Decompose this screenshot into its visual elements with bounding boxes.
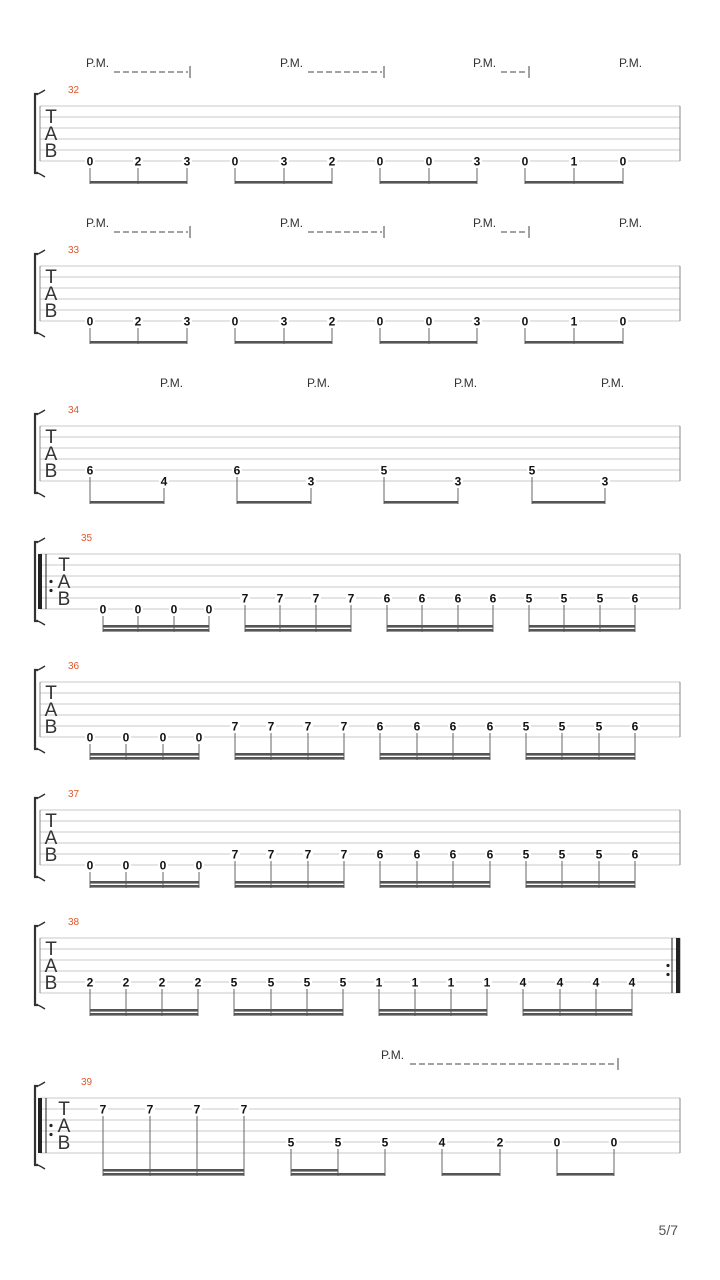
- beam: [103, 1173, 244, 1176]
- repeat-dot: [49, 580, 52, 583]
- beam: [234, 1009, 343, 1012]
- beam: [235, 757, 344, 760]
- palm-mute-label: P.M.: [473, 216, 497, 230]
- beam: [103, 625, 209, 628]
- tab-system-37: [35, 789, 680, 888]
- beam: [103, 629, 209, 632]
- fret-number: 6: [631, 847, 639, 862]
- bracket-top-hook: [38, 1082, 45, 1086]
- fret-number: 7: [304, 719, 312, 734]
- fret-number: 1: [375, 975, 383, 990]
- fret-number: 6: [454, 591, 462, 606]
- fret-number: 6: [486, 847, 494, 862]
- fret-number: 0: [376, 154, 384, 169]
- fret-number: 5: [287, 1135, 295, 1150]
- bracket-top-hook: [38, 666, 45, 670]
- beam: [245, 625, 351, 628]
- measure-number: 32: [68, 85, 80, 96]
- bracket-bottom-hook: [38, 333, 45, 337]
- fret-number: 0: [231, 314, 239, 329]
- fret-number: 0: [99, 602, 107, 617]
- fret-number: 7: [276, 591, 284, 606]
- tab-system-36: [35, 661, 680, 760]
- fret-number: 0: [86, 858, 94, 873]
- fret-number: 1: [570, 154, 578, 169]
- system-bracket: [35, 1086, 38, 1165]
- bracket-bottom-hook: [38, 877, 45, 881]
- fret-number: 5: [334, 1135, 342, 1150]
- beam: [526, 753, 635, 756]
- palm-mute-label: P.M.: [280, 56, 304, 70]
- beam: [245, 629, 351, 632]
- fret-number: 2: [134, 154, 142, 169]
- system-bracket: [35, 798, 38, 877]
- fret-number: 7: [267, 719, 275, 734]
- fret-number: 7: [241, 591, 249, 606]
- repeat-dot: [666, 964, 669, 967]
- fret-number: 0: [122, 730, 130, 745]
- beam: [380, 757, 490, 760]
- beam: [529, 625, 635, 628]
- beam: [442, 1173, 500, 1176]
- bracket-bottom-hook: [38, 621, 45, 625]
- fret-number: 5: [596, 591, 604, 606]
- fret-number: 7: [193, 1102, 201, 1117]
- measure-number: 36: [68, 661, 80, 672]
- fret-number: 0: [86, 314, 94, 329]
- beam: [380, 753, 490, 756]
- fret-number: 1: [447, 975, 455, 990]
- fret-number: 7: [340, 719, 348, 734]
- measure-number: 39: [81, 1077, 93, 1088]
- palm-mute-label: P.M.: [381, 1048, 405, 1062]
- fret-number: 3: [280, 154, 288, 169]
- system-bracket: [35, 94, 38, 173]
- fret-number: 0: [521, 154, 529, 169]
- fret-number: 0: [195, 730, 203, 745]
- repeat-dot: [49, 1124, 52, 1127]
- palm-mute-label: P.M.: [619, 56, 643, 70]
- beam: [525, 181, 623, 184]
- fret-number: 6: [489, 591, 497, 606]
- palm-mute-label: P.M.: [86, 56, 110, 70]
- measure-number: 38: [68, 917, 80, 928]
- fret-number: 4: [160, 474, 168, 489]
- beam: [525, 341, 623, 344]
- beam: [379, 1013, 487, 1016]
- beam: [90, 1013, 198, 1016]
- fret-number: 6: [413, 719, 421, 734]
- fret-number: 6: [631, 591, 639, 606]
- beam: [379, 1009, 487, 1012]
- beam: [90, 757, 199, 760]
- measure-number: 37: [68, 789, 80, 800]
- fret-number: 7: [99, 1102, 107, 1117]
- bracket-top-hook: [38, 410, 45, 414]
- fret-number: 0: [159, 858, 167, 873]
- tab-system-33: [35, 216, 680, 344]
- beam: [235, 181, 332, 184]
- measure-number: 34: [68, 405, 80, 416]
- palm-mute-label: P.M.: [280, 216, 304, 230]
- bracket-top-hook: [38, 538, 45, 542]
- beam: [532, 501, 605, 504]
- fret-number: 0: [134, 602, 142, 617]
- repeat-dot: [49, 589, 52, 592]
- tab-system-34: [35, 376, 680, 504]
- bracket-bottom-hook: [38, 749, 45, 753]
- tab-clef-letter: A: [57, 572, 71, 593]
- tab-clef-letter: B: [44, 973, 58, 994]
- bracket-bottom-hook: [38, 1005, 45, 1009]
- fret-number: 7: [267, 847, 275, 862]
- fret-number: 5: [267, 975, 275, 990]
- palm-mute-label: P.M.: [86, 216, 110, 230]
- fret-number: 5: [230, 975, 238, 990]
- fret-number: 0: [122, 858, 130, 873]
- beam: [90, 753, 199, 756]
- fret-number: 6: [449, 719, 457, 734]
- beam: [235, 341, 332, 344]
- fret-number: 5: [380, 463, 388, 478]
- fret-number: 6: [233, 463, 241, 478]
- beam: [380, 881, 490, 884]
- repeat-end-thick-bar: [676, 938, 680, 993]
- tab-clef-letter: A: [57, 1116, 71, 1137]
- fret-number: 0: [205, 602, 213, 617]
- beam: [557, 1173, 614, 1176]
- system-bracket: [35, 926, 38, 1005]
- fret-number: 4: [519, 975, 527, 990]
- system-bracket: [35, 670, 38, 749]
- tab-clef-letter: T: [45, 811, 57, 832]
- tab-clef-letter: T: [45, 683, 57, 704]
- fret-number: 5: [558, 847, 566, 862]
- beam: [291, 1173, 338, 1176]
- fret-number: 7: [231, 719, 239, 734]
- beam: [387, 625, 493, 628]
- fret-number: 7: [347, 591, 355, 606]
- fret-number: 3: [183, 314, 191, 329]
- palm-mute-label: P.M.: [601, 376, 625, 390]
- fret-number: 6: [376, 847, 384, 862]
- tab-clef-letter: A: [44, 700, 58, 721]
- fret-number: 6: [86, 463, 94, 478]
- tab-clef-letter: B: [44, 717, 58, 738]
- tab-clef-letter: B: [44, 845, 58, 866]
- fret-number: 3: [473, 154, 481, 169]
- fret-number: 0: [159, 730, 167, 745]
- system-bracket: [35, 254, 38, 333]
- tab-clef-letter: B: [44, 301, 58, 322]
- repeat-dot: [49, 1133, 52, 1136]
- fret-number: 6: [383, 591, 391, 606]
- beam: [90, 1009, 198, 1012]
- bracket-top-hook: [38, 90, 45, 94]
- fret-number: 6: [449, 847, 457, 862]
- fret-number: 5: [525, 591, 533, 606]
- beam: [526, 881, 635, 884]
- fret-number: 4: [556, 975, 564, 990]
- fret-number: 2: [328, 154, 336, 169]
- fret-number: 3: [454, 474, 462, 489]
- fret-number: 3: [473, 314, 481, 329]
- repeat-dot: [666, 973, 669, 976]
- fret-number: 4: [592, 975, 600, 990]
- bracket-bottom-hook: [38, 173, 45, 177]
- tab-clef-letter: T: [58, 1099, 70, 1120]
- beam: [90, 885, 199, 888]
- beam: [523, 1009, 632, 1012]
- beam: [529, 629, 635, 632]
- page-number: 5/7: [658, 1222, 678, 1238]
- fret-number: 7: [312, 591, 320, 606]
- tab-system-38: [35, 917, 680, 1016]
- tab-system-32: [35, 56, 680, 184]
- bracket-bottom-hook: [38, 1165, 45, 1169]
- fret-number: 2: [328, 314, 336, 329]
- fret-number: 0: [170, 602, 178, 617]
- beam: [234, 1013, 343, 1016]
- tab-clef-letter: T: [45, 427, 57, 448]
- fret-number: 0: [86, 730, 94, 745]
- fret-number: 3: [280, 314, 288, 329]
- beam: [384, 501, 458, 504]
- fret-number: 5: [522, 847, 530, 862]
- fret-number: 0: [86, 154, 94, 169]
- fret-number: 0: [425, 314, 433, 329]
- bracket-top-hook: [38, 794, 45, 798]
- tab-clef-letter: T: [45, 107, 57, 128]
- beam: [387, 629, 493, 632]
- beam: [235, 881, 344, 884]
- fret-number: 0: [610, 1135, 618, 1150]
- tab-clef-letter: B: [44, 461, 58, 482]
- fret-number: 5: [522, 719, 530, 734]
- palm-mute-label: P.M.: [619, 216, 643, 230]
- beam: [235, 753, 344, 756]
- tab-clef-letter: A: [44, 284, 58, 305]
- fret-number: 4: [438, 1135, 446, 1150]
- beam: [380, 885, 490, 888]
- fret-number: 3: [601, 474, 609, 489]
- fret-number: 6: [631, 719, 639, 734]
- fret-number: 6: [413, 847, 421, 862]
- fret-number: 0: [195, 858, 203, 873]
- tab-clef-letter: A: [44, 956, 58, 977]
- beam: [90, 501, 164, 504]
- fret-number: 7: [304, 847, 312, 862]
- tab-clef-letter: B: [44, 141, 58, 162]
- tab-clef-letter: T: [58, 555, 70, 576]
- fret-number: 0: [376, 314, 384, 329]
- tab-clef-letter: B: [57, 589, 71, 610]
- fret-number: 6: [418, 591, 426, 606]
- palm-mute-label: P.M.: [160, 376, 184, 390]
- bracket-top-hook: [38, 922, 45, 926]
- beam: [523, 1013, 632, 1016]
- fret-number: 1: [570, 314, 578, 329]
- bracket-top-hook: [38, 250, 45, 254]
- beam: [526, 885, 635, 888]
- system-bracket: [35, 414, 38, 493]
- measure-number: 33: [68, 245, 80, 256]
- beam: [235, 885, 344, 888]
- beam: [90, 881, 199, 884]
- fret-number: 1: [411, 975, 419, 990]
- beam: [90, 341, 187, 344]
- beam: [338, 1173, 385, 1176]
- repeat-start-thick-bar: [38, 554, 42, 609]
- fret-number: 5: [595, 847, 603, 862]
- fret-number: 5: [558, 719, 566, 734]
- palm-mute-label: P.M.: [454, 376, 478, 390]
- beam: [103, 1169, 244, 1172]
- tab-clef-letter: T: [45, 939, 57, 960]
- fret-number: 2: [158, 975, 166, 990]
- beam: [90, 181, 187, 184]
- beam: [526, 757, 635, 760]
- fret-number: 2: [194, 975, 202, 990]
- fret-number: 7: [240, 1102, 248, 1117]
- bracket-bottom-hook: [38, 493, 45, 497]
- fret-number: 0: [553, 1135, 561, 1150]
- tab-clef-letter: B: [57, 1133, 71, 1154]
- measure-number: 35: [81, 533, 93, 544]
- fret-number: 3: [183, 154, 191, 169]
- fret-number: 5: [303, 975, 311, 990]
- fret-number: 5: [381, 1135, 389, 1150]
- fret-number: 3: [307, 474, 315, 489]
- palm-mute-label: P.M.: [473, 56, 497, 70]
- beam: [380, 181, 477, 184]
- fret-number: 6: [376, 719, 384, 734]
- fret-number: 4: [628, 975, 636, 990]
- fret-number: 0: [521, 314, 529, 329]
- tab-clef-letter: T: [45, 267, 57, 288]
- palm-mute-label: P.M.: [307, 376, 331, 390]
- tab-system-35: [35, 533, 680, 632]
- repeat-start-thick-bar: [38, 1098, 42, 1153]
- fret-number: 0: [231, 154, 239, 169]
- tab-clef-letter: A: [44, 124, 58, 145]
- fret-number: 7: [146, 1102, 154, 1117]
- tab-clef-letter: A: [44, 828, 58, 849]
- fret-number: 1: [483, 975, 491, 990]
- beam: [291, 1169, 338, 1172]
- fret-number: 0: [619, 314, 627, 329]
- fret-number: 5: [339, 975, 347, 990]
- beam: [237, 501, 311, 504]
- fret-number: 0: [425, 154, 433, 169]
- fret-number: 5: [595, 719, 603, 734]
- tab-clef-letter: A: [44, 444, 58, 465]
- fret-number: 2: [86, 975, 94, 990]
- fret-number: 7: [231, 847, 239, 862]
- fret-number: 2: [134, 314, 142, 329]
- tab-system-39: [35, 1048, 680, 1176]
- fret-number: 6: [486, 719, 494, 734]
- fret-number: 2: [496, 1135, 504, 1150]
- fret-number: 5: [560, 591, 568, 606]
- fret-number: 5: [528, 463, 536, 478]
- system-bracket: [35, 542, 38, 621]
- beam: [380, 341, 477, 344]
- fret-number: 2: [122, 975, 130, 990]
- fret-number: 0: [619, 154, 627, 169]
- fret-number: 7: [340, 847, 348, 862]
